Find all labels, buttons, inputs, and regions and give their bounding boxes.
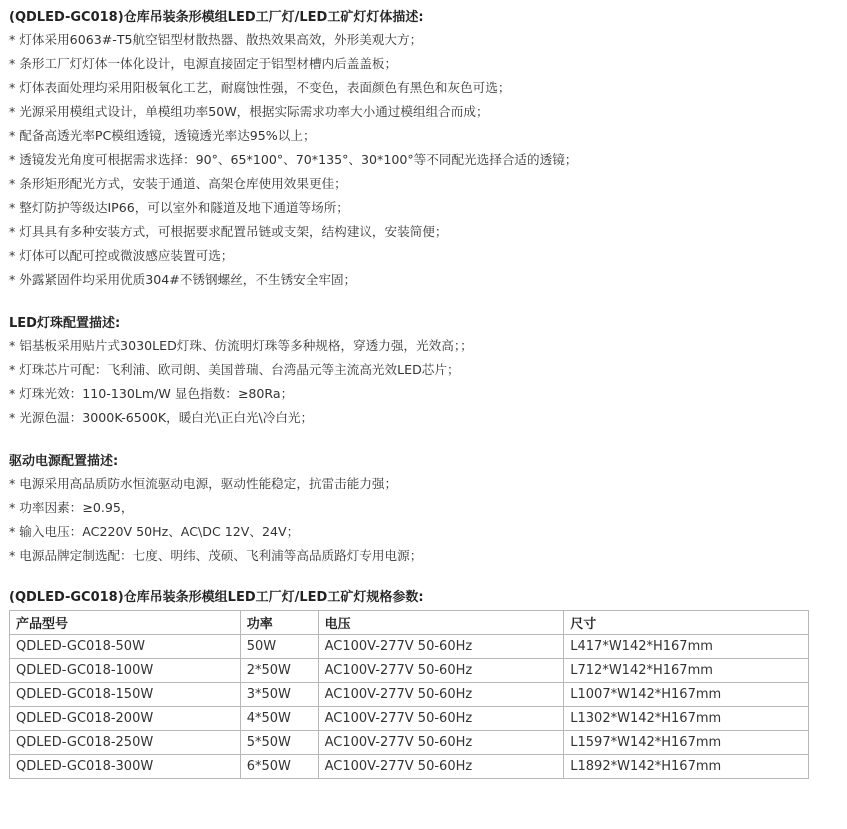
list-item: * 输入电压：AC220V 50Hz、AC\DC 12V、24V； (9, 524, 300, 539)
table-row (10, 659, 809, 683)
list-item: * 灯体表面处理均采用阳极氧化工艺，耐腐蚀性强，不变色，表面颜色有黑色和灰色可选； (9, 80, 511, 95)
driver-config-heading: 驱动电源配置描述: (9, 454, 119, 469)
list-item: * 光源采用模组式设计，单模组功率50W，根据实际需求功率大小通过模组组合而成； (9, 104, 489, 119)
section-spacer (9, 430, 841, 452)
table-header-row (10, 611, 809, 635)
cell-power: 3*50W (240, 683, 318, 707)
cell-voltage: AC100V-277V 50-60Hz (318, 659, 564, 683)
table-row (10, 755, 809, 779)
list-item: * 配备高透光率PC模组透镜，透镜透光率达95%以上； (9, 128, 316, 143)
cell-model: QDLED-GC018-200W (10, 707, 241, 731)
cell-voltage: AC100V-277V 50-60Hz (318, 755, 564, 779)
list-item: * 功率因素：≥0.95， (9, 500, 134, 515)
list-item: * 外露紧固件均采用优质304#不锈钢螺丝，不生锈安全牢固； (9, 272, 357, 287)
cell-power: 5*50W (240, 731, 318, 755)
list-item: * 灯珠芯片可配：飞利浦、欧司朗、美国普瑞、台湾晶元等主流高光效LED芯片； (9, 362, 460, 377)
led-config-heading: LED灯珠配置描述: (9, 316, 121, 331)
section-spacer (9, 568, 841, 588)
header-model: 产品型号 (10, 611, 241, 635)
header-size: 尺寸 (564, 611, 809, 635)
table-row (10, 707, 809, 731)
cell-model: QDLED-GC018-250W (10, 731, 241, 755)
header-voltage: 电压 (318, 611, 564, 635)
cell-size: L417*W142*H167mm (564, 635, 809, 659)
cell-voltage: AC100V-277V 50-60Hz (318, 683, 564, 707)
cell-voltage: AC100V-277V 50-60Hz (318, 635, 564, 659)
cell-power: 2*50W (240, 659, 318, 683)
list-item: * 条形矩形配光方式，安装于通道、高架仓库使用效果更佳； (9, 176, 347, 191)
cell-size: L1892*W142*H167mm (564, 755, 809, 779)
product-description (9, 8, 841, 779)
cell-model: QDLED-GC018-150W (10, 683, 241, 707)
list-item: * 整灯防护等级达IP66，可以室外和隧道及地下通道等场所； (9, 200, 349, 215)
table-row (10, 635, 809, 659)
list-item: * 透镜发光角度可根据需求选择：90°、65*100°、70*135°、30*100°等不同配光选择合适的透镜； (9, 152, 578, 167)
list-item: * 灯珠光效：110-130Lm/W 显色指数：≥80Ra； (9, 386, 294, 401)
spec-table (9, 610, 809, 779)
body-description-heading: (QDLED-GC018)仓库吊装条形模组LED工厂灯/LED工矿灯灯体描述: (9, 10, 424, 25)
cell-voltage: AC100V-277V 50-60Hz (318, 707, 564, 731)
list-item: * 光源色温：3000K-6500K，暖白光\正白光\冷白光； (9, 410, 314, 425)
cell-power: 6*50W (240, 755, 318, 779)
list-item: * 铝基板采用贴片式3030LED灯珠、仿流明灯珠等多种规格，穿透力强，光效高；； (9, 338, 473, 353)
header-power: 功率 (240, 611, 318, 635)
cell-voltage: AC100V-277V 50-60Hz (318, 731, 564, 755)
table-row (10, 683, 809, 707)
list-item: * 灯具具有多种安装方式，可根据要求配置吊链或支架，结构建议，安装简便； (9, 224, 448, 239)
list-item: * 电源采用高品质防水恒流驱动电源，驱动性能稳定，抗雷击能力强； (9, 476, 398, 491)
cell-model: QDLED-GC018-50W (10, 635, 241, 659)
cell-size: L1007*W142*H167mm (564, 683, 809, 707)
spec-heading: (QDLED-GC018)仓库吊装条形模组LED工厂灯/LED工矿灯规格参数: (9, 590, 424, 605)
cell-model: QDLED-GC018-100W (10, 659, 241, 683)
cell-size: L1597*W142*H167mm (564, 731, 809, 755)
cell-size: L1302*W142*H167mm (564, 707, 809, 731)
list-item: * 电源品牌定制选配：七度、明纬、茂硕、飞利浦等高品质路灯专用电源； (9, 548, 423, 563)
cell-model: QDLED-GC018-300W (10, 755, 241, 779)
section-spacer (9, 292, 841, 314)
table-row (10, 731, 809, 755)
cell-size: L712*W142*H167mm (564, 659, 809, 683)
cell-power: 4*50W (240, 707, 318, 731)
list-item: * 灯体采用6063#-T5航空铝型材散热器、散热效果高效，外形美观大方； (9, 32, 423, 47)
list-item: * 条形工厂灯灯体一体化设计，电源直接固定于铝型材槽内后盖盖板； (9, 56, 398, 71)
list-item: * 灯体可以配可控或微波感应装置可选； (9, 248, 234, 263)
cell-power: 50W (240, 635, 318, 659)
